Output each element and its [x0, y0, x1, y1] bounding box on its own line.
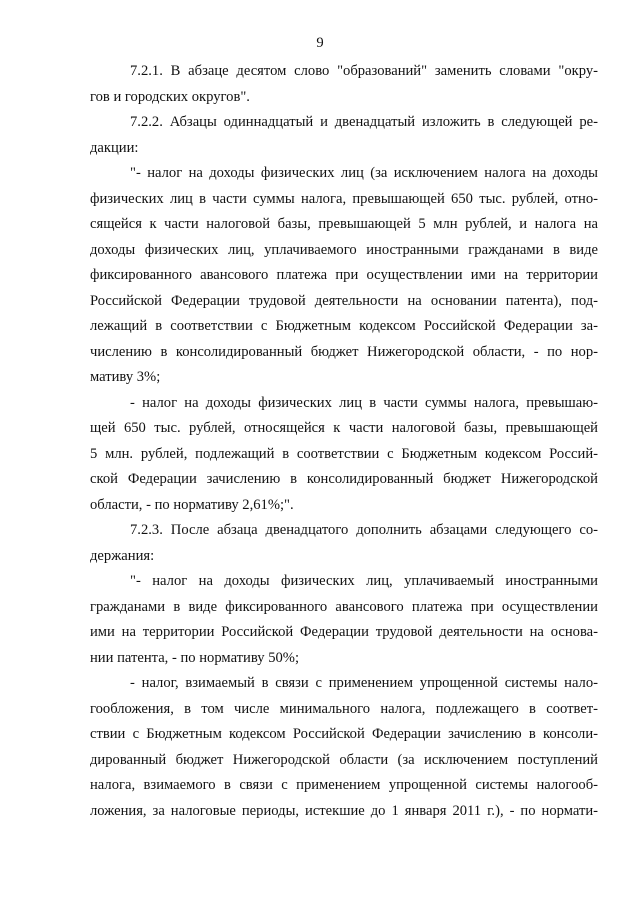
text-line: нии патента, - по нормативу 50%; — [90, 649, 299, 666]
paragraph-ndfl-patent-50-percent — [90, 569, 598, 671]
text-line: дакции: — [90, 139, 139, 156]
text-line: физических лиц в части суммы налога, превышающей 650 тыс. рублей, отно- — [90, 190, 598, 207]
text-line: ложения, за налоговые периоды, истекшие до 1 января 2011 г.), - по нормати- — [90, 802, 598, 819]
text-line: числению в консолидированный бюджет Нижегородской области, - по нор- — [90, 343, 598, 360]
text-line: 5 млн. рублей, подлежащий в соответствии с Бюджетным кодексом Россий- — [90, 445, 598, 462]
text-line: ствии с Бюджетным кодексом Российской Федерации зачислению в консоли- — [90, 726, 598, 742]
text-line: держания: — [90, 547, 155, 564]
text-line: доходы физических лиц, уплачиваемого иностранными гражданами в виде — [90, 241, 598, 258]
text-line: гов и городских округов". — [90, 88, 250, 105]
text-line: "- налог на доходы физических лиц (за исключением налога на доходы — [130, 165, 598, 181]
text-line: Российской Федерации трудовой деятельности на основании патента), под- — [90, 292, 598, 309]
text-line: ской Федерации зачислению в консолидированный бюджет Нижегородской — [90, 471, 598, 487]
paragraph-ndfl-2-61-percent — [90, 391, 598, 519]
page-number: 9 — [316, 35, 324, 51]
text-line: мативу 3%; — [90, 369, 161, 385]
text-line: - налог, взимаемый в связи с применением упрощенной системы нало- — [130, 675, 598, 691]
text-line: 7.2.2. Абзацы одиннадцатый и двенадцатый изложить в следующей ре- — [130, 114, 598, 130]
text-line: - налог на доходы физических лиц в части суммы налога, превышаю- — [130, 394, 598, 411]
paragraph-simplified-taxation — [90, 671, 598, 824]
paragraph-7-2-1 — [90, 59, 598, 110]
text-line: лежащий в соответствии с Бюджетным кодексом Российской Федерации за- — [90, 318, 598, 334]
text-line: 7.2.3. После абзаца двенадцатого дополнить абзацами следующего со- — [130, 522, 598, 538]
text-line: налога, взимаемого в связи с применением упрощенной системы налогооб- — [90, 777, 598, 793]
text-line: гообложения, в том числе минимального налога, подлежащего в соответ- — [90, 700, 598, 717]
text-line: области, - по нормативу 2,61%;". — [90, 496, 294, 513]
text-line: гражданами в виде фиксированного авансового платежа при осуществлении — [90, 598, 598, 615]
paragraph-7-2-2 — [90, 110, 598, 161]
document-body — [90, 59, 598, 824]
text-line: "- налог на доходы физических лиц, уплачиваемый иностранными — [130, 573, 598, 589]
text-line: 7.2.1. В абзаце десятом слово "образований" заменить словами "окру- — [130, 63, 598, 79]
text-line: ими на территории Российской Федерации трудовой деятельности на основа- — [90, 624, 598, 640]
paragraph-ndfl-3-percent — [90, 161, 598, 391]
paragraph-7-2-3 — [90, 518, 598, 569]
text-line: сящейся к части налоговой базы, превышающей 5 млн рублей, и налога на — [90, 216, 598, 232]
text-line: дированный бюджет Нижегородской области (за исключением поступлений — [90, 751, 598, 768]
text-line: фиксированного авансового платежа при осуществлении ими на территории — [90, 267, 598, 283]
text-line: щей 650 тыс. рублей, относящейся к части налоговой базы, превышающей — [90, 420, 598, 436]
